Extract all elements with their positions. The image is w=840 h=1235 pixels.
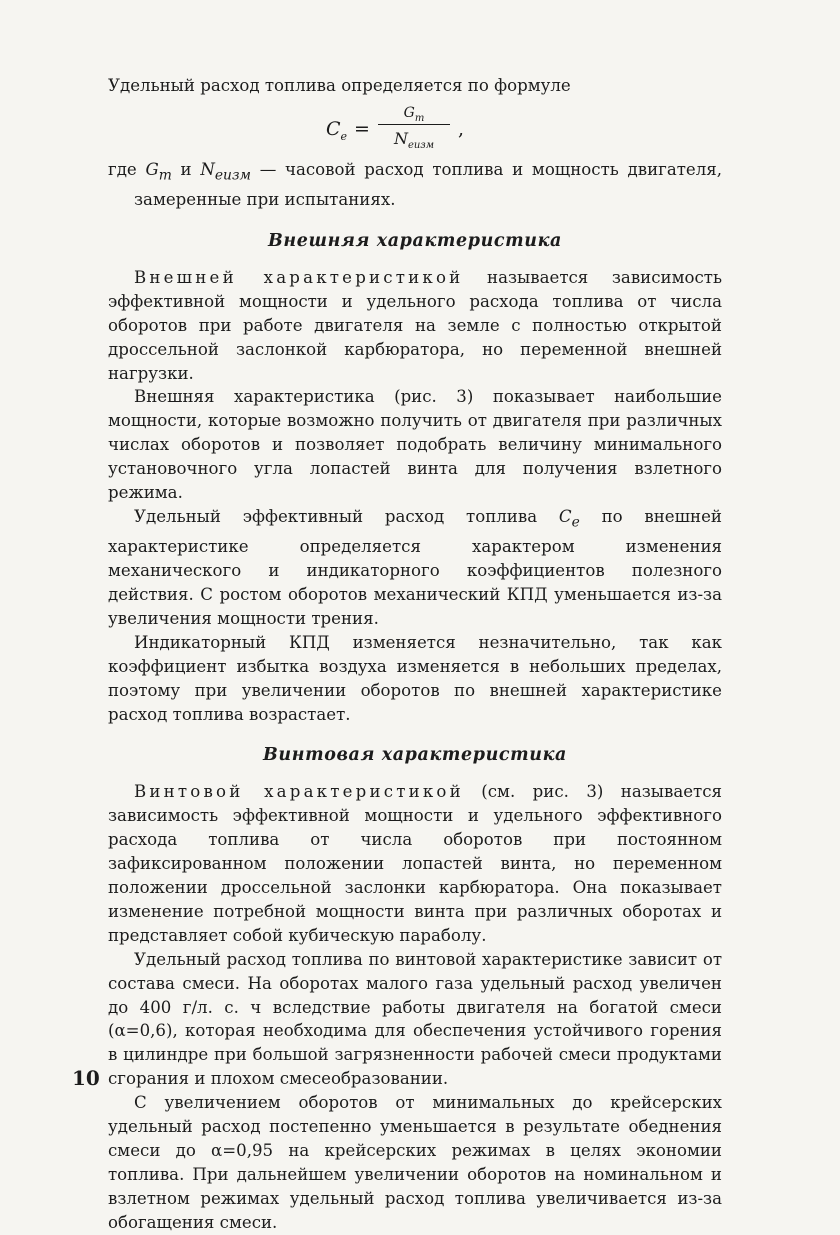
formula-intro: Удельный расход топлива определяется по формуле xyxy=(108,76,571,95)
fuel-consumption-formula xyxy=(108,98,722,158)
formula-fraction xyxy=(374,102,454,158)
paragraph: С увеличением оборотов от минимальных до крейсерских удельный расход постепенно уменьшается в результате обеднения смеси до α=0,95 на крейсерских режимах в целях экономии топлива. При дальнейшем увеличении оборотов на номинальном и взлетном режимах удельный расход топлива увеличивается из-за обогащения смеси. xyxy=(108,1093,722,1232)
text-column xyxy=(108,74,722,1235)
page-number: 10 xyxy=(72,1066,100,1090)
formula-denominator: $N_{eизм}$ xyxy=(393,128,435,152)
formula-comma: , xyxy=(458,117,465,140)
paragraph: Индикаторный КПД изменяется незначительно, так как коэффициент избытка воздуха изменяется в небольших пределах, поэтому при увеличении оборотов по внешней характеристике расход топлива возрастает. xyxy=(108,632,722,724)
section-heading-propeller: Винтовая характеристика xyxy=(263,745,567,766)
paragraph: Винтовой характеристикой (см. рис. 3) называется зависимость эффективной мощности и удельного эффективного расхода топлива от числа оборотов при постоянном зафиксированном положении лопастей винта, но переменном положении дроссельной заслонки карбюратора. Она показывает изменение потребной мощности винта при различных оборотах и представляет собой кубическую параболу. xyxy=(108,782,722,945)
section-heading-external: Внешняя характеристика xyxy=(268,231,562,252)
formula-numerator: $G_т$ xyxy=(403,104,425,124)
paragraph: Внешняя характеристика (рис. 3) показывает наибольшие мощности, которые возможно получить от двигателя при различных числах оборотов и позволяет подобрать величину минимального установочного угла лопастей винта для получения взлетного режима. xyxy=(108,387,722,503)
paragraph: Удельный эффективный расход топлива $C_e$ по внешней характеристике определяется характером изменения механического и индикаторного коэффициентов полезного действия. С ростом оборотов механический КПД уменьшается из-за увеличения мощности трения. xyxy=(108,507,722,628)
paragraph: Внешней характеристикой называется зависимость эффективной мощности и удельного расхода топлива от числа оборотов при работе двигателя на земле с полностью открытой дроссельной заслонкой карбюратора, но переменной внешней нагрузки. xyxy=(108,267,722,383)
formula-equals: = xyxy=(354,117,370,140)
paragraph: Удельный расход топлива по винтовой характеристике зависит от состава смеси. На оборотах малого газа удельный расход увеличен до 400 г/л. с. ч вследствие работы двигателя на богатой смеси (α=0,6), которая необходима для обеспечения устойчивого горения в цилиндре при большой загрязненности рабочей смеси продуктами сгорания и плохом смесеобразовании. xyxy=(108,949,722,1089)
formula-legend: где $G_т$ и $N_{eизм}$ — часовой расход топлива и мощность двигателя, замеренные при испытаниях. xyxy=(108,159,722,210)
formula-lhs: $C_e$ xyxy=(326,117,348,143)
fraction-bar xyxy=(378,124,450,125)
